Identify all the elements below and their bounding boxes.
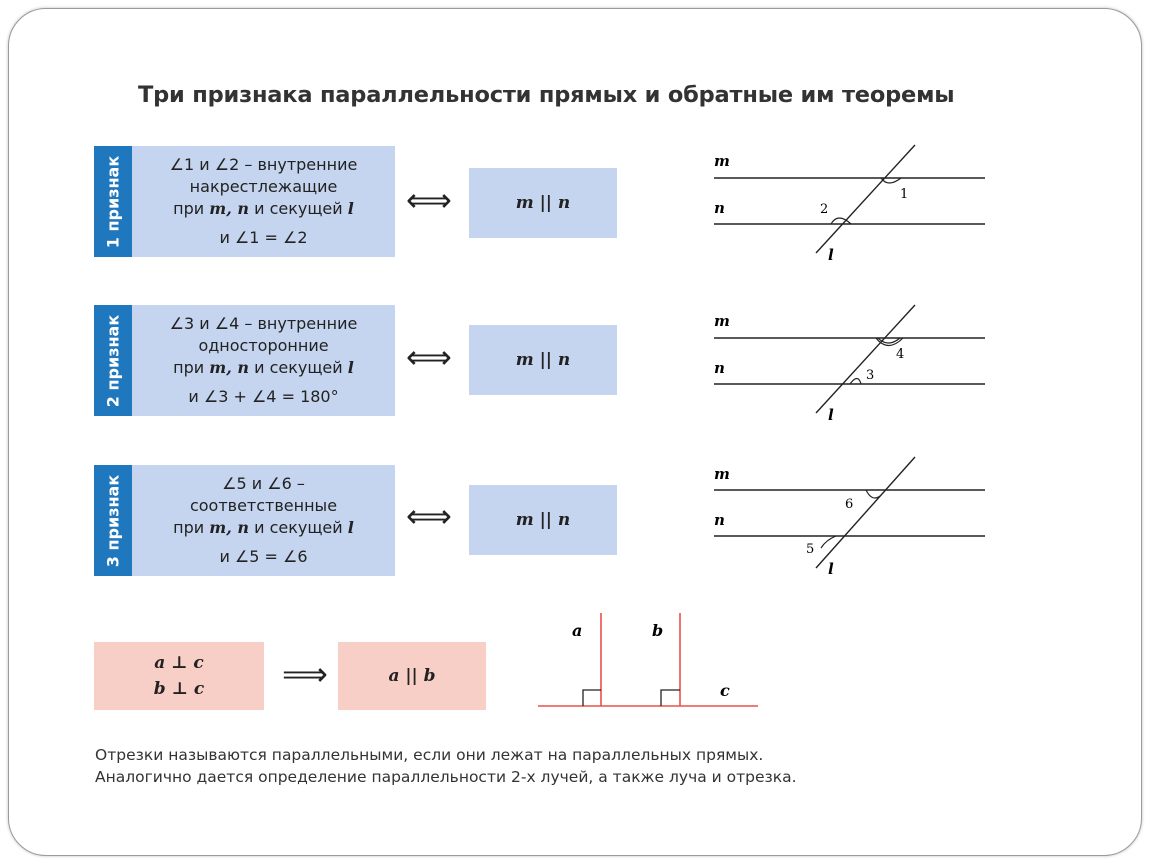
- criterion-2-label-n: n: [714, 359, 725, 377]
- criterion-2-label-m: m: [714, 312, 730, 330]
- criterion-1-diagram: [700, 140, 1000, 270]
- criterion-3-line3: при m, n и секущей l: [173, 517, 354, 537]
- criterion-3-label-m: m: [714, 465, 730, 483]
- criterion-3-angle-5: 5: [806, 542, 815, 557]
- criterion-1-equation: и ∠1 = ∠2: [219, 228, 308, 248]
- slide-title: Три признака параллельности прямых и обратные им теоремы: [138, 82, 955, 108]
- criterion-2-diagram: [700, 300, 1000, 430]
- criterion-1-tab: [94, 146, 132, 257]
- criterion-3-line1: ∠5 и ∠6 –: [222, 474, 305, 494]
- perpendicular-label-c: c: [720, 681, 730, 700]
- criterion-2-tab-label: 2 признак: [103, 314, 123, 407]
- criterion-2-angle-4: 4: [896, 347, 905, 362]
- criterion-2-label-l: l: [828, 406, 834, 424]
- criterion-2-line3: при m, n и секущей l: [173, 357, 354, 377]
- criterion-1-line1: ∠1 и ∠2 – внутренние: [169, 155, 358, 175]
- criterion-2-tab: [94, 305, 132, 416]
- perpendicular-label-a: a: [572, 621, 583, 640]
- criterion-1-condition: [132, 146, 395, 257]
- criterion-2-equivalence-arrow: ⟺: [406, 338, 452, 376]
- criterion-1-equivalence-arrow: ⟺: [406, 181, 452, 219]
- criterion-2-angle-3: 3: [866, 368, 875, 383]
- criterion-3-label-n: n: [714, 511, 725, 529]
- criterion-3-line2: соответственные: [189, 495, 338, 515]
- criterion-1-angle-2: 2: [820, 202, 829, 217]
- criterion-2-result: m || n: [469, 325, 617, 395]
- criterion-1-tab-label: 1 признак: [103, 155, 123, 248]
- definition-note-line-1: Отрезки называются параллельными, если они лежат на параллельных прямых.: [95, 746, 764, 764]
- perpendicular-cond-2: b ⊥ c: [153, 679, 205, 699]
- criterion-1-result: m || n: [469, 168, 617, 238]
- criterion-1-line3: при m, n и секущей l: [173, 198, 354, 218]
- perpendicular-diagram: [530, 605, 770, 720]
- definition-note-line-2: Аналогично дается определение параллельности 2-х лучей, а также луча и отрезка.: [95, 768, 797, 787]
- slide-frame: [8, 8, 1142, 856]
- perpendicular-result: a || b: [338, 642, 486, 710]
- criterion-3-condition: [132, 465, 395, 576]
- definition-note: [95, 744, 1055, 789]
- criterion-3-equation: и ∠5 = ∠6: [219, 547, 308, 567]
- criterion-2-equation: и ∠3 + ∠4 = 180°: [188, 387, 339, 407]
- criterion-3-tab-label: 3 признак: [103, 474, 123, 567]
- criterion-1-line2: накрестлежащие: [189, 176, 338, 196]
- criterion-3-equivalence-arrow: ⟺: [406, 497, 452, 535]
- criterion-3-tab: [94, 465, 132, 576]
- perpendicular-implication-arrow: ⟹: [282, 655, 328, 693]
- criterion-2-line1: ∠3 и ∠4 – внутренние: [169, 314, 358, 334]
- criterion-1-angle-1: 1: [900, 187, 909, 202]
- criterion-1-label-n: n: [714, 199, 725, 217]
- criterion-1-label-m: m: [714, 152, 730, 170]
- perpendicular-cond-1: a ⊥ c: [154, 652, 204, 673]
- criterion-3-diagram: [700, 452, 1000, 582]
- criterion-2-line2: односторонние: [198, 335, 329, 355]
- perpendicular-condition: [94, 642, 264, 710]
- criterion-2-condition: [132, 305, 395, 416]
- criterion-3-result: m || n: [469, 485, 617, 555]
- perpendicular-label-b: b: [652, 621, 664, 640]
- criterion-3-angle-6: 6: [845, 497, 854, 512]
- criterion-3-label-l: l: [828, 560, 834, 578]
- criterion-1-label-l: l: [828, 246, 834, 264]
